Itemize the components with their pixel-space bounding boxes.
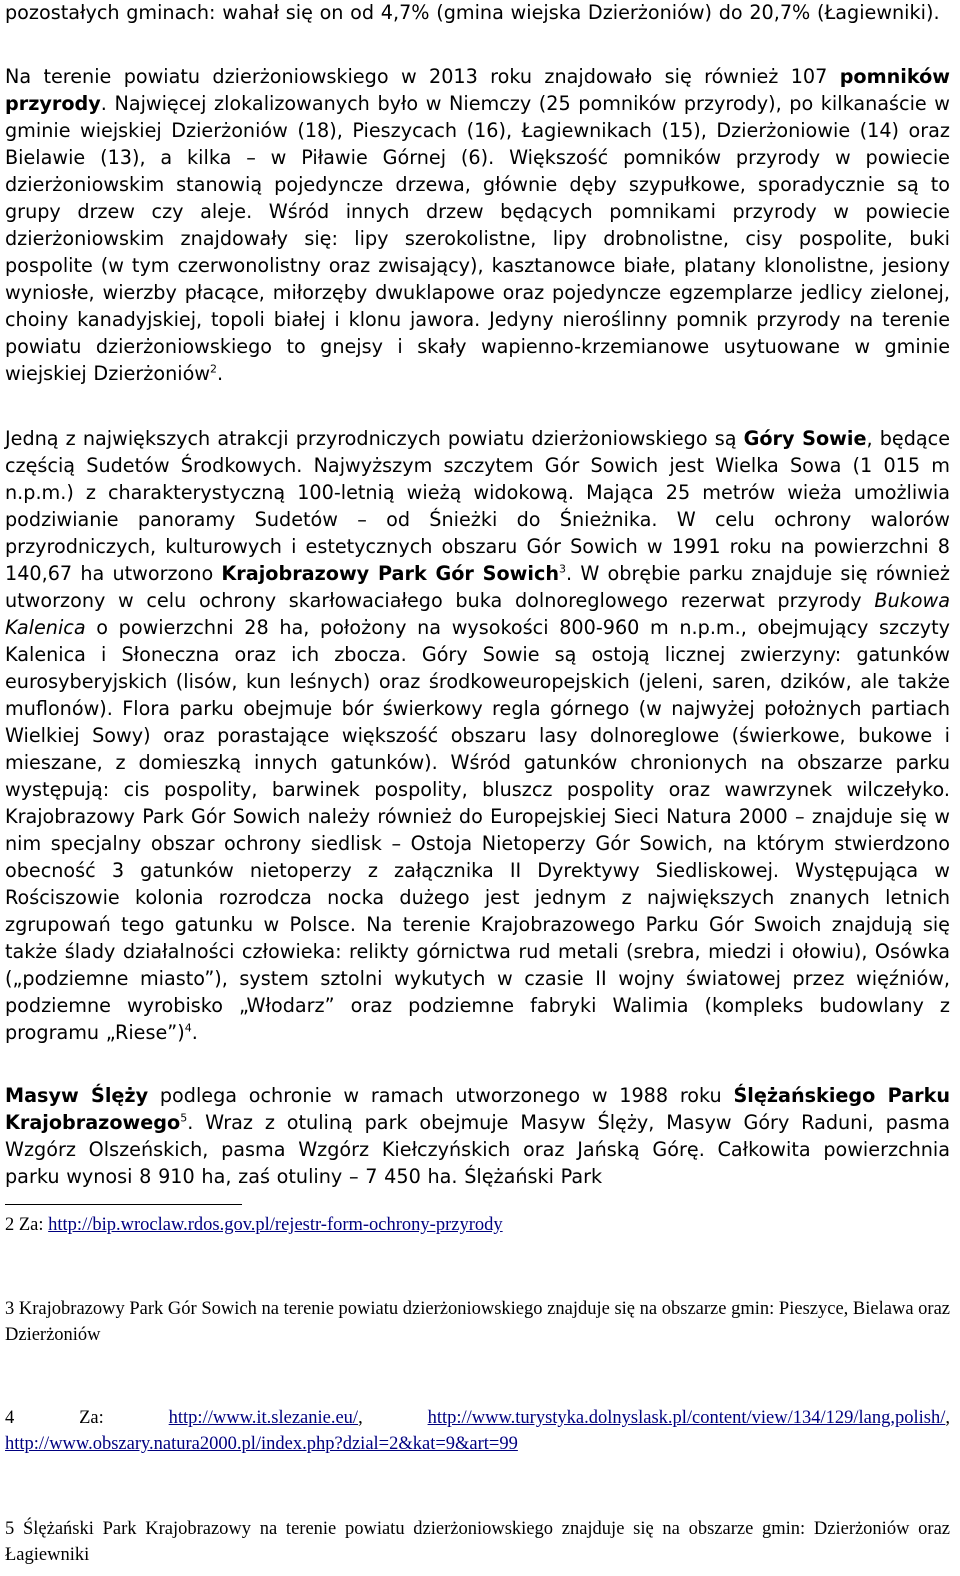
paragraph-text: Jedną z największych atrakcji przyrodniczych powiatu dzierżoniowskiego są xyxy=(5,427,744,450)
footnote-prefix: Za: xyxy=(18,1215,49,1235)
paragraph-text: , będące częścią Sudetów Środkowych. Najwyższym szczytem Gór Sowich jest Wielka Sowa (1 015 m n.p.m.) z charakterystyczną 100-letnią wieżą widokową. Mająca 25 metrów wieża umożliwia podziwianie panoramy Sudetów – od Śnieżki do Śnieżnika. W celu ochrony walorów przyrodniczych, kulturowych i estetycznych obszaru Gór Sowich w 1991 roku na powierzchni 8 140,67 ha utworzono xyxy=(5,427,951,585)
bold-term: Góry Sowie xyxy=(743,427,867,450)
footnote-number: 5 xyxy=(5,1519,15,1539)
paragraph-text: podlega ochronie w ramach utworzonego w 1988 roku xyxy=(148,1084,734,1107)
paragraph-text: . xyxy=(191,1021,198,1044)
footnote-separator-comma: , xyxy=(945,1408,950,1428)
bold-term: Krajobrazowy Park Gór Sowich xyxy=(221,562,560,585)
paragraph-text: pozostałych gminach: wahał się on od 4,7% (gmina wiejska Dzierżoniów) do 20,7% (Łagiewniki). xyxy=(5,1,940,24)
paragraph-text: Na terenie powiatu dzierżoniowskiego w 2013 roku znajdowało się również 107 xyxy=(5,65,840,88)
footnote-reference[interactable]: 2 xyxy=(210,362,218,376)
bold-term: pomników przyrody xyxy=(5,65,950,115)
footnote-number: 4 xyxy=(5,1408,15,1428)
paragraph-masyw-slezy xyxy=(5,1082,950,1190)
footnote-prefix: Za: xyxy=(79,1408,104,1428)
footnote-link[interactable]: http://www.obszary.natura2000.pl/index.php?dzial=2&kat=9&art=99 xyxy=(5,1434,518,1454)
footnote-text: Krajobrazowy Park Gór Sowich na terenie powiatu dzierżoniowskiego znajduje się na obszarze gmin: Pieszyce, Bielawa oraz Dzierżoniów xyxy=(5,1299,951,1345)
bold-term: Masyw Ślęży xyxy=(5,1084,149,1107)
footnote-number: 2 xyxy=(5,1215,15,1235)
footnote-link[interactable]: http://www.it.slezanie.eu/ xyxy=(168,1408,359,1428)
footnote-5 xyxy=(5,1516,950,1568)
footnote-3 xyxy=(5,1296,950,1348)
paragraph-text: . W obrębie parku znajduje się również utworzony w celu ochrony skarłowaciałego buka dolnoreglowego rezerwat przyrody xyxy=(5,562,951,612)
paragraph-text: o powierzchni 28 ha, położony na wysokości 800-960 m n.p.m., obejmujący szczyty Kalenica i Słoneczna oraz ich zbocza. Góry Sowie są ostoją licznej zwierzyny: gatunków eurosyberyjskich (lisów, kun leśnych) oraz środkoweuropejskich (jeleni, saren, dzików, ale także muflonów). Flora parku obejmuje bór świerkowy regla górnego (w najwyżej położnych partiach Wielkiej Sowy) oraz porastające większość obszaru lasy dolnoreglowe (świerkowe, bukowe i mieszane, z domieszką innych gatunków). Wśród gatunków chronionych na obszarze parku występują: cis pospolity, barwinek pospolity, bluszcz pospolity oraz wawrzynek wilczełyko. Krajobrazowy Park Gór Sowich należy również do Europejskiej Sieci Natura 2000 – znajduje się w nim specjalny obszar ochrony siedlisk – Ostoja Nietoperzy Gór Sowich, na którym stwierdzono obecność 3 gatunków nietoperzy z załącznika II Dyrektywy Siedliskowej. Występująca w Rościszowie kolonia rozrodcza nocka dużego jest jednym z największych znanych letnich zgrupowań tego gatunku w Polsce. Na terenie Krajobrazowego Parku Gór Swoich znajdują się także ślady działalności człowieka: relikty górnictwa rud metali (srebra, miedzi i ołowiu), Osówka („podziemne miasto”), system sztolni wykutych w czasie II wojny światowej przez więźniów, podziemne wyrobisko „Włodarz” oraz podziemne fabryki Walimia (kompleks budowlany z programu „Riese”) xyxy=(5,616,950,1044)
footnote-reference[interactable]: 3 xyxy=(559,562,567,576)
footnote-link[interactable]: http://www.turystyka.dolnyslask.pl/content/view/134/129/lang,polish/ xyxy=(427,1408,946,1428)
footnote-reference[interactable]: 5 xyxy=(180,1111,188,1125)
paragraph-text: . xyxy=(217,362,224,385)
paragraph-gory-sowie xyxy=(5,425,950,1046)
footnote-separator-comma: , xyxy=(358,1408,363,1428)
paragraph-nature-monuments xyxy=(5,63,950,387)
footnote-reference[interactable]: 4 xyxy=(184,1021,192,1035)
italic-term: Bukowa Kalenica xyxy=(5,589,950,639)
paragraph-text: . Najwięcej zlokalizowanych było w Niemczy (25 pomników przyrody), po kilkanaście w gminie wiejskiej Dzierżoniów (18), Pieszycach (16), Łagiewnikach (15), Dzierżoniowie (14) oraz Bielawie (13), a kilka – w Piławie Górnej (6). Większość pomników przyrody w powiecie dzierżoniowskim stanowią pojedyncze drzewa, głównie dęby szypułkowe, sporadycznie są to grupy drzew czy aleje. Wśród innych drzew będących pomnikami przyrody w powiecie dzierżoniowskim znajdowały się: lipy szerokolistne, lipy drobnolistne, cisy pospolite, buki pospolite (w tym czerwonolistny oraz zwisający), kasztanowce białe, platany klonolistne, jesiony wyniosłe, wierzby płacące, miłorzęby dwuklapowe oraz pojedyncze egzemplarze jedlicy zielonej, choiny kanadyjskiej, topoli białej i klonu jawora. Jedyny nieroślinny pomnik przyrody na terenie powiatu dzierżoniowskiego to gnejsy i skały wapienno-krzemianowe usytuowane w gminie wiejskiej Dzierżoniów xyxy=(5,92,950,385)
bold-term: Ślężańskiego Parku Krajobrazowego xyxy=(5,1084,951,1134)
footnote-number: 3 xyxy=(5,1299,15,1319)
footnote-text: Ślężański Park Krajobrazowy na terenie powiatu dzierżoniowskiego znajduje się na obszarze gmin: Dzierżoniów oraz Łagiewniki xyxy=(5,1519,950,1565)
paragraph-commune-percentages xyxy=(5,0,950,26)
footnote-2 xyxy=(5,1212,950,1238)
paragraph-text: . Wraz z otuliną park obejmuje Masyw Ślęży, Masyw Góry Raduni, pasma Wzgórz Olszeńskich, pasma Wzgórz Kiełczyńskich oraz Jańską Górę. Całkowita powierzchnia parku wynosi 8 910 ha, zaś otuliny – 7 450 ha. Ślężański Park xyxy=(5,1111,950,1188)
footnote-separator xyxy=(5,1204,242,1205)
footnote-link[interactable]: http://bip.wroclaw.rdos.gov.pl/rejestr-form-ochrony-przyrody xyxy=(48,1215,503,1235)
footnote-4 xyxy=(5,1405,950,1457)
